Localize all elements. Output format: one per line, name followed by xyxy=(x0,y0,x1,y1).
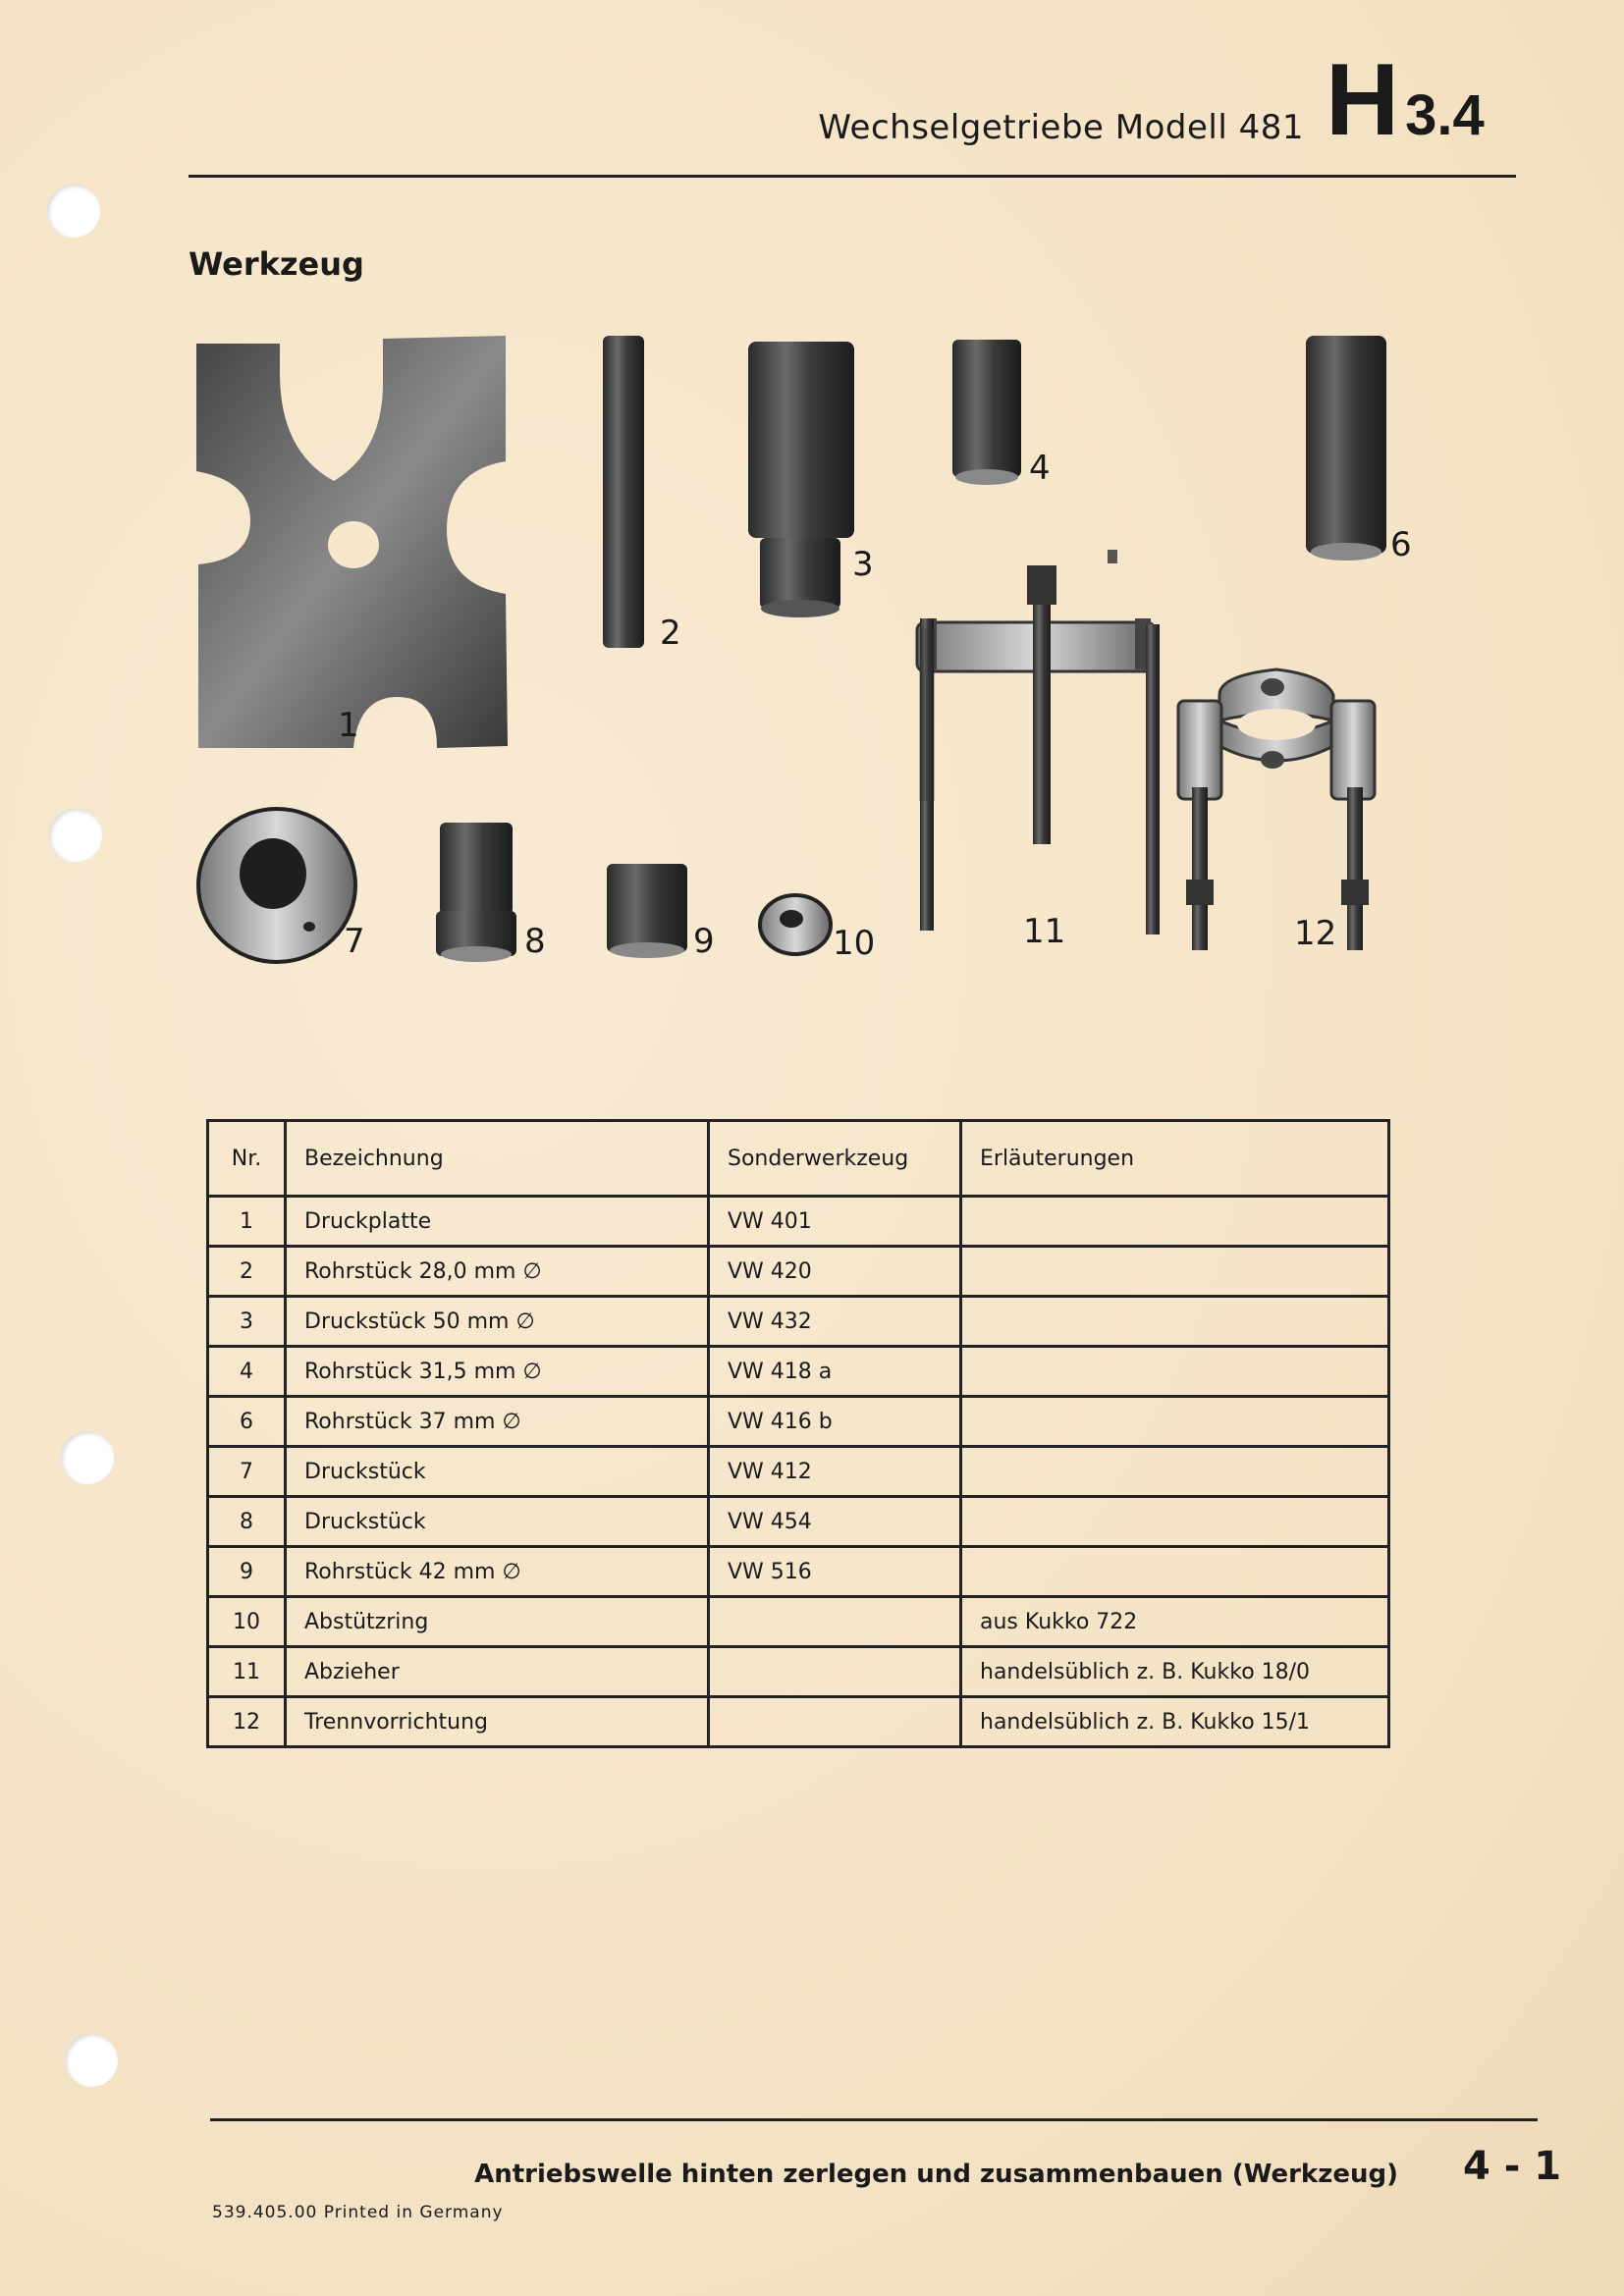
table-row xyxy=(208,1647,1389,1697)
figure-label-9: 9 xyxy=(693,922,715,961)
header-rule xyxy=(189,175,1516,178)
cell-erlaeuterungen xyxy=(961,1347,1389,1397)
cell-nr: 12 xyxy=(208,1697,286,1747)
cell-erlaeuterungen xyxy=(961,1447,1389,1497)
table-row xyxy=(208,1197,1389,1247)
column-header-sonderwerkzeug: Sonderwerkzeug xyxy=(709,1121,961,1197)
figure-label-7: 7 xyxy=(344,922,365,961)
cell-bezeichnung: Rohrstück 31,5 mm ∅ xyxy=(286,1347,709,1397)
cell-bezeichnung: Abstützring xyxy=(286,1597,709,1647)
cell-erlaeuterungen xyxy=(961,1397,1389,1447)
cell-bezeichnung: Druckstück xyxy=(286,1447,709,1497)
table-row xyxy=(208,1347,1389,1397)
cell-erlaeuterungen: aus Kukko 722 xyxy=(961,1597,1389,1647)
cell-erlaeuterungen: handelsüblich z. B. Kukko 15/1 xyxy=(961,1697,1389,1747)
cell-erlaeuterungen xyxy=(961,1497,1389,1547)
header-code-letter: H xyxy=(1326,43,1400,157)
cell-sonderwerkzeug xyxy=(709,1697,961,1747)
table-row xyxy=(208,1547,1389,1597)
table-row xyxy=(208,1397,1389,1447)
cell-sonderwerkzeug: VW 401 xyxy=(709,1197,961,1247)
footer-title: Antriebswelle hinten zerlegen und zusammenbauen (Werkzeug) xyxy=(474,2160,1398,2189)
tool-12-trennvorrichtung xyxy=(1178,669,1375,950)
cell-nr: 1 xyxy=(208,1197,286,1247)
cell-bezeichnung: Druckplatte xyxy=(286,1197,709,1247)
tool-11-abzieher xyxy=(917,550,1160,934)
cell-erlaeuterungen xyxy=(961,1547,1389,1597)
column-header-erlaeuterungen: Erläuterungen xyxy=(961,1121,1389,1197)
figure-label-11: 11 xyxy=(1023,912,1066,951)
tools-photo xyxy=(187,324,1424,982)
cell-sonderwerkzeug: VW 418 a xyxy=(709,1347,961,1397)
cell-erlaeuterungen xyxy=(961,1197,1389,1247)
column-header-nr: Nr. xyxy=(208,1121,286,1197)
figure-label-3: 3 xyxy=(852,545,874,584)
cell-nr: 7 xyxy=(208,1447,286,1497)
figure-label-1: 1 xyxy=(338,706,359,745)
tools-table xyxy=(206,1119,1390,1748)
cell-bezeichnung: Rohrstück 42 mm ∅ xyxy=(286,1547,709,1597)
cell-bezeichnung: Trennvorrichtung xyxy=(286,1697,709,1747)
header-code xyxy=(1326,43,1485,157)
cell-sonderwerkzeug: VW 432 xyxy=(709,1297,961,1347)
cell-erlaeuterungen: handelsüblich z. B. Kukko 18/0 xyxy=(961,1647,1389,1697)
punch-hole xyxy=(49,809,102,862)
cell-nr: 9 xyxy=(208,1547,286,1597)
figure-label-6: 6 xyxy=(1390,525,1412,564)
print-info: 539.405.00 Printed in Germany xyxy=(212,2203,504,2222)
punch-hole xyxy=(61,1431,114,1484)
cell-sonderwerkzeug: VW 416 b xyxy=(709,1397,961,1447)
cell-nr: 2 xyxy=(208,1247,286,1297)
tool-9-rohrstueck xyxy=(607,864,687,958)
tool-3-druckstueck xyxy=(748,342,854,617)
cell-nr: 4 xyxy=(208,1347,286,1397)
column-header-bezeichnung: Bezeichnung xyxy=(286,1121,709,1197)
table-row xyxy=(208,1697,1389,1747)
header-title: Wechselgetriebe Modell 481 xyxy=(818,108,1304,147)
table-row xyxy=(208,1597,1389,1647)
figure-label-8: 8 xyxy=(524,922,546,961)
cell-sonderwerkzeug xyxy=(709,1597,961,1647)
cell-sonderwerkzeug xyxy=(709,1647,961,1697)
cell-erlaeuterungen xyxy=(961,1247,1389,1297)
page-number: 4 - 1 xyxy=(1463,2144,1562,2189)
tool-4-rohrstueck xyxy=(952,340,1021,485)
cell-bezeichnung: Abzieher xyxy=(286,1647,709,1697)
cell-bezeichnung: Rohrstück 28,0 mm ∅ xyxy=(286,1247,709,1297)
section-title: Werkzeug xyxy=(189,245,364,283)
cell-bezeichnung: Druckstück xyxy=(286,1497,709,1547)
figure-label-12: 12 xyxy=(1294,914,1337,953)
tool-2-rohrstueck xyxy=(603,336,644,648)
cell-nr: 10 xyxy=(208,1597,286,1647)
cell-erlaeuterungen xyxy=(961,1297,1389,1347)
tool-6-rohrstueck xyxy=(1306,336,1386,561)
figure-label-2: 2 xyxy=(660,614,681,653)
footer-rule xyxy=(210,2118,1538,2121)
cell-sonderwerkzeug: VW 454 xyxy=(709,1497,961,1547)
tool-8-druckstueck xyxy=(436,823,516,962)
tool-1-druckplatte xyxy=(196,336,508,748)
cell-nr: 6 xyxy=(208,1397,286,1447)
tool-10-abstuetzring xyxy=(760,895,831,954)
table-header-row xyxy=(208,1121,1389,1197)
punch-hole xyxy=(65,2034,118,2087)
cell-bezeichnung: Rohrstück 37 mm ∅ xyxy=(286,1397,709,1447)
punch-hole xyxy=(47,185,100,238)
table-row xyxy=(208,1297,1389,1347)
cell-sonderwerkzeug: VW 412 xyxy=(709,1447,961,1497)
figure-label-4: 4 xyxy=(1029,449,1051,488)
cell-nr: 8 xyxy=(208,1497,286,1547)
cell-bezeichnung: Druckstück 50 mm ∅ xyxy=(286,1297,709,1347)
header-code-number: 3.4 xyxy=(1405,83,1485,147)
figure-label-10: 10 xyxy=(833,924,876,963)
cell-sonderwerkzeug: VW 516 xyxy=(709,1547,961,1597)
table-row xyxy=(208,1497,1389,1547)
cell-nr: 3 xyxy=(208,1297,286,1347)
tool-7-druckstueck xyxy=(198,809,355,962)
table-row xyxy=(208,1247,1389,1297)
table-row xyxy=(208,1447,1389,1497)
cell-nr: 11 xyxy=(208,1647,286,1697)
cell-sonderwerkzeug: VW 420 xyxy=(709,1247,961,1297)
